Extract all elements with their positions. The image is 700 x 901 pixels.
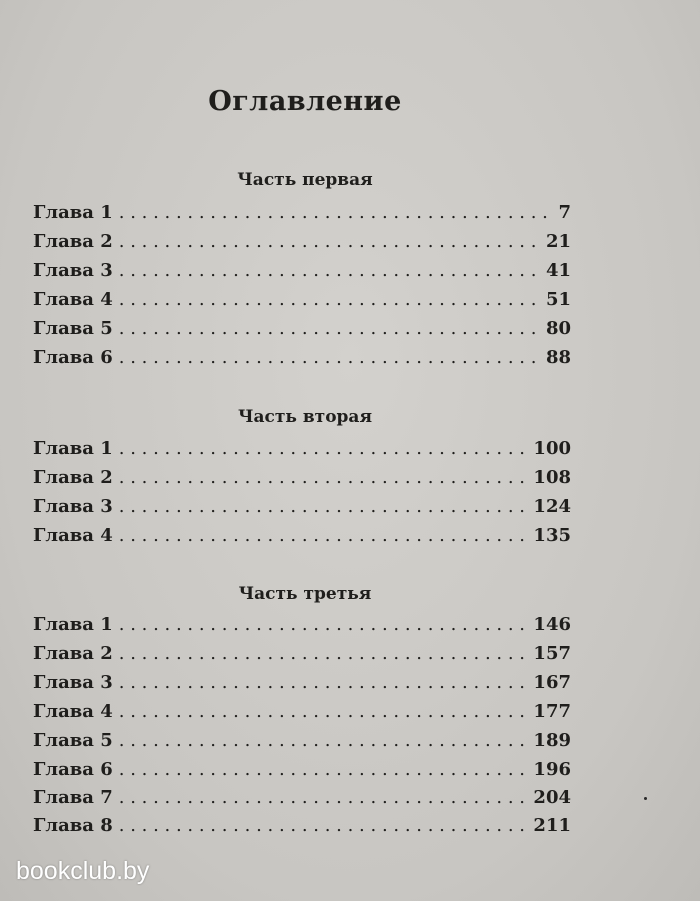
- toc-entry: [33, 815, 571, 841]
- toc-entry-page: 108: [533, 467, 571, 488]
- toc-entry-page: 189: [533, 730, 571, 751]
- toc-entry-label: Глава 4: [33, 525, 113, 546]
- toc-leader-dots: [119, 318, 540, 339]
- toc-entry-page: 41: [545, 260, 571, 281]
- toc-entry-label: Глава 5: [33, 730, 113, 751]
- toc-leader-dots: [119, 231, 540, 252]
- toc-entry-label: Глава 4: [33, 701, 113, 722]
- toc-entry: [33, 525, 571, 551]
- toc-leader-dots: [119, 614, 528, 635]
- toc-entry-page: 196: [533, 759, 571, 780]
- toc-entry-page: 7: [558, 202, 571, 223]
- toc-leader-dots: [119, 815, 528, 836]
- toc-entry-page: 100: [533, 438, 571, 459]
- toc-leader-dots: [119, 787, 528, 808]
- toc-entry: [33, 701, 571, 727]
- toc-entry-page: 167: [533, 672, 571, 693]
- toc-entry: [33, 202, 571, 228]
- toc-entry-label: Глава 7: [33, 787, 113, 808]
- toc-entry-label: Глава 2: [33, 467, 113, 488]
- toc-entry-page: 204: [533, 787, 571, 808]
- toc-entry-page: 135: [533, 525, 571, 546]
- toc-leader-dots: [119, 759, 528, 780]
- part-heading-2: Часть вторая: [237, 407, 373, 427]
- toc-entry-label: Глава 8: [33, 815, 113, 836]
- toc-entry-label: Глава 5: [33, 318, 113, 339]
- toc-entry-label: Глава 1: [33, 202, 113, 223]
- toc-entry: [33, 730, 571, 756]
- toc-entry-page: 80: [545, 318, 571, 339]
- toc-entry: [33, 231, 571, 257]
- toc-entry-page: 21: [545, 231, 571, 252]
- toc-leader-dots: [119, 643, 528, 664]
- toc-entry-page: 88: [545, 347, 571, 368]
- toc-entry: [33, 318, 571, 344]
- toc-entry: [33, 467, 571, 493]
- toc-entry: [33, 643, 571, 669]
- toc-leader-dots: [119, 438, 528, 459]
- toc-entry-page: 177: [533, 701, 571, 722]
- toc-entry: [33, 289, 571, 315]
- toc-leader-dots: [119, 467, 528, 488]
- toc-entry-label: Глава 3: [33, 672, 113, 693]
- toc-leader-dots: [119, 525, 528, 546]
- toc-entry: [33, 260, 571, 286]
- toc-leader-dots: [119, 289, 540, 310]
- toc-entry-page: 211: [533, 815, 571, 836]
- toc-entry: [33, 438, 571, 464]
- toc-leader-dots: [119, 672, 528, 693]
- toc-leader-dots: [119, 260, 540, 281]
- watermark: bookclub.by: [16, 857, 150, 885]
- page-title: Оглавление: [208, 86, 402, 117]
- toc-entry-page: 124: [533, 496, 571, 517]
- toc-entry-page: 157: [533, 643, 571, 664]
- toc-entry-label: Глава 2: [33, 643, 113, 664]
- part-heading-3: Часть третья: [238, 584, 372, 604]
- toc-entry-label: Глава 6: [33, 759, 113, 780]
- toc-entry-label: Глава 4: [33, 289, 113, 310]
- toc-entry: [33, 496, 571, 522]
- toc-entry-label: Глава 6: [33, 347, 113, 368]
- toc-entry: [33, 759, 571, 785]
- toc-leader-dots: [119, 496, 528, 517]
- toc-leader-dots: [119, 701, 528, 722]
- toc-entry-label: Глава 2: [33, 231, 113, 252]
- toc-leader-dots: [119, 202, 553, 223]
- toc-entry: [33, 672, 571, 698]
- toc-leader-dots: [119, 730, 528, 751]
- toc-entry: [33, 347, 571, 373]
- page-speck: [644, 797, 647, 800]
- part-heading-1: Часть первая: [237, 170, 373, 190]
- toc-entry-label: Глава 3: [33, 496, 113, 517]
- toc-entry-label: Глава 1: [33, 614, 113, 635]
- toc-entry: [33, 787, 571, 813]
- toc-entry: [33, 614, 571, 640]
- toc-entry-label: Глава 3: [33, 260, 113, 281]
- toc-leader-dots: [119, 347, 540, 368]
- toc-entry-label: Глава 1: [33, 438, 113, 459]
- toc-entry-page: 51: [545, 289, 571, 310]
- toc-entry-page: 146: [533, 614, 571, 635]
